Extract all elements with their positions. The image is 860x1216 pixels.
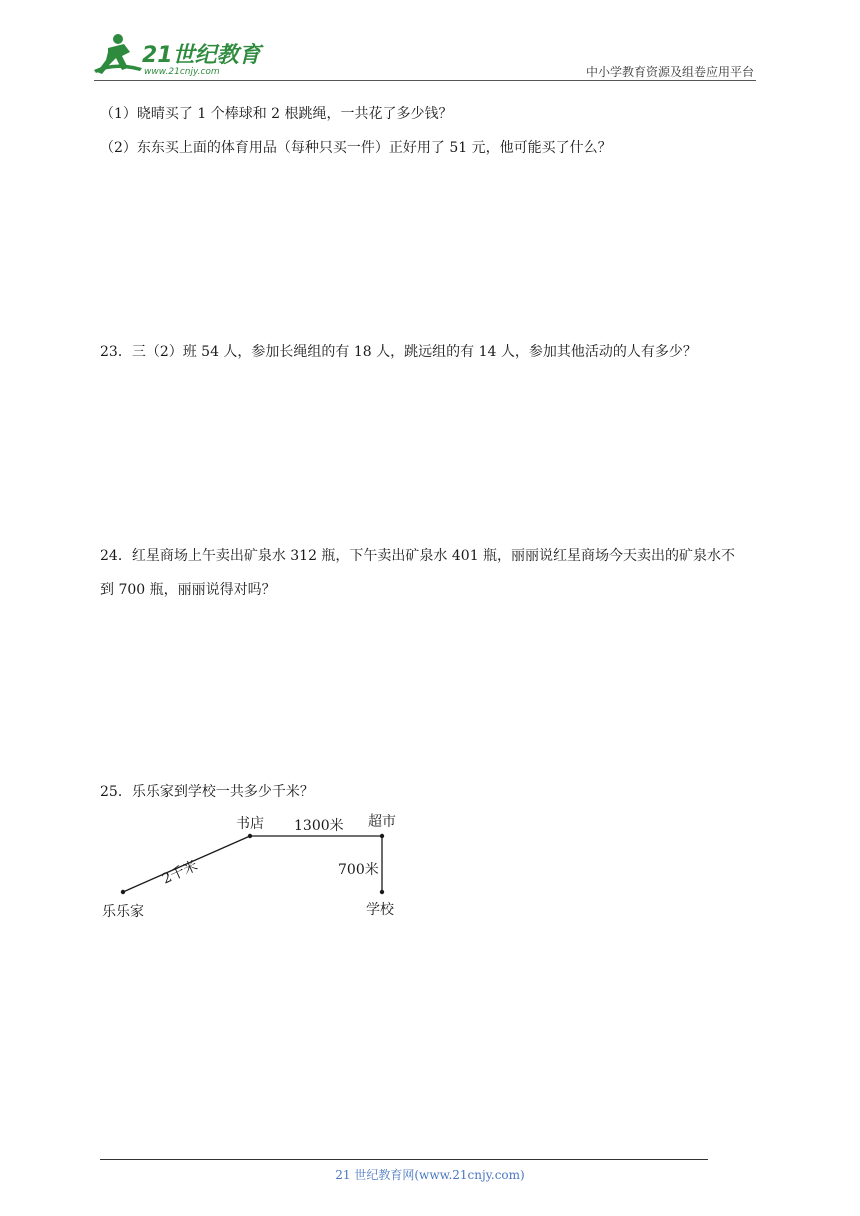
runner-icon [94,34,142,74]
label-bookstore: 书店 [236,816,264,832]
label-home: 乐乐家 [102,904,144,920]
home-point [121,890,125,894]
question-24-line-1: 24．红星商场上午卖出矿泉水 312 瓶，下午卖出矿泉水 401 瓶，丽丽说红星商场今天卖出的矿泉水不 [100,548,736,564]
question-24-line-2: 到 700 瓶，丽丽说得对吗？ [100,582,276,598]
footer-divider [100,1159,708,1160]
logo-url: www.21cnjy.com [144,67,220,77]
label-dist-home-bookstore: 2千米 [159,857,201,888]
question-25: 25．乐乐家到学校一共多少千米？ [100,784,314,800]
label-school: 学校 [366,902,394,918]
question-23: 23．三（2）班 54 人，参加长绳组的有 18 人，跳远组的有 14 人，参加其他活动的人有多少？ [100,344,697,360]
supermarket-point [380,834,384,838]
bookstore-point [248,834,252,838]
route-diagram [98,810,418,922]
label-dist-supermarket-school: 700米 [338,862,379,878]
label-dist-bookstore-supermarket: 1300米 [294,818,344,834]
site-logo [94,30,264,80]
question-22-part-2: （2）东东买上面的体育用品（每种只买一件）正好用了 51 元，他可能买了什么？ [100,140,612,156]
label-supermarket: 超市 [368,814,396,830]
footer-text: 21 世纪教育网(www.21cnjy.com) [335,1168,525,1182]
platform-name: 中小学教育资源及组卷应用平台 [585,65,754,79]
logo-title: 21世纪教育 [142,43,261,68]
question-22-part-1: （1）晓晴买了 1 个棒球和 2 根跳绳，一共花了多少钱？ [100,106,453,122]
school-point [380,890,384,894]
header-divider [94,80,756,81]
